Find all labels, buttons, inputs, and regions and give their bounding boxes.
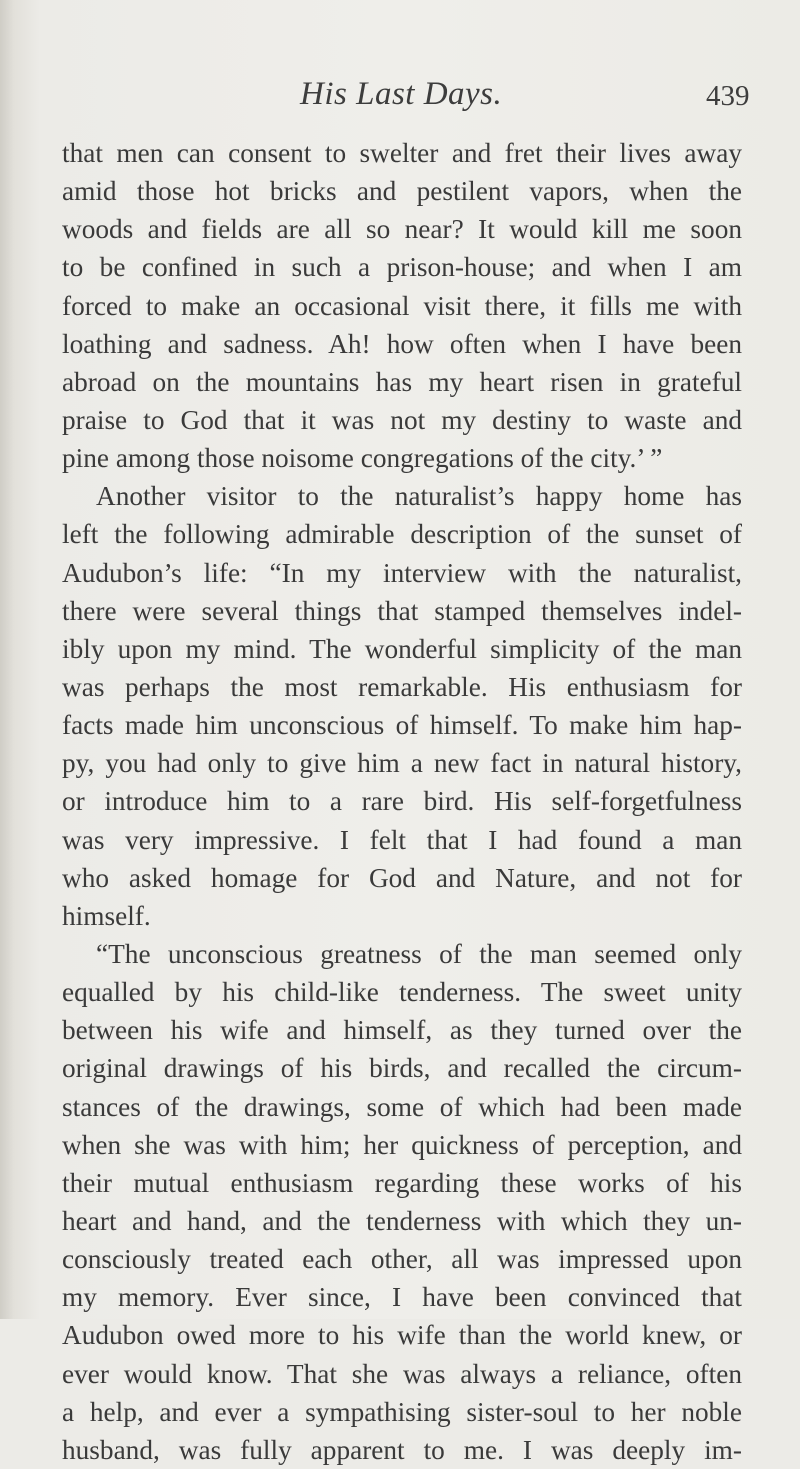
text-line: ibly upon my mind. The wonderful simplicity of the man	[62, 633, 742, 664]
text-line: py, you had only to give him a new fact in natural history,	[62, 748, 742, 779]
text-line: praise to God that it was not my destiny to waste and	[62, 404, 742, 435]
text-line: that men can consent to swelter and fret their lives away	[62, 138, 742, 168]
text-line: husband, was fully apparent to me. I was deeply im-	[62, 1434, 742, 1465]
page-number: 439	[706, 80, 750, 112]
text-line: loathing and sadness. Ah! how often when I have been	[62, 328, 742, 359]
text-line: was perhaps the most remarkable. His enthusiasm for	[62, 671, 742, 702]
text-line: ever would know. That she was always a reliance, often	[62, 1358, 742, 1389]
text-line: “The unconscious greatness of the man seemed only	[96, 938, 742, 969]
text-line: Audubon owed more to his wife than the world knew, or	[62, 1320, 742, 1351]
text-line: Audubon’s life: “In my interview with the naturalist,	[62, 557, 742, 588]
text-line: Another visitor to the naturalist’s happy home has	[96, 481, 742, 512]
text-line: left the following admirable description of the sunset of	[62, 519, 742, 550]
text-line: consciously treated each other, all was impressed upon	[62, 1244, 742, 1275]
text-line: equalled by his child-like tenderness. The sweet unity	[62, 977, 742, 1008]
text-line: woods and fields are all so near? It would kill me soon	[62, 214, 742, 245]
body-text	[62, 134, 742, 1469]
text-line: my memory. Ever since, I have been convinced that	[62, 1282, 742, 1313]
text-line: stances of the drawings, some of which had been made	[62, 1091, 742, 1122]
text-line: or introduce him to a rare bird. His self-forgetfulness	[62, 786, 742, 817]
text-line: when she was with him; her quickness of perception, and	[62, 1129, 742, 1160]
text-line: was very impressive. I felt that I had found a man	[62, 824, 742, 855]
running-title: His Last Days.	[300, 76, 503, 112]
text-line: himself.	[62, 900, 151, 931]
text-line: heart and hand, and the tenderness with which they un-	[62, 1205, 742, 1236]
text-line: their mutual enthusiasm regarding these works of his	[62, 1167, 742, 1198]
text-line: to be confined in such a prison-house; and when I am	[62, 252, 742, 283]
text-line: between his wife and himself, as they turned over the	[62, 1015, 742, 1046]
text-line: pine among those noisome congregations of the city.’ ”	[62, 443, 663, 474]
text-line: amid those hot bricks and pestilent vapors, when the	[62, 176, 742, 207]
text-line: original drawings of his birds, and recalled the circum-	[62, 1053, 742, 1084]
text-line: a help, and ever a sympathising sister-soul to her noble	[62, 1396, 742, 1427]
text-line: abroad on the mountains has my heart risen in grateful	[62, 366, 742, 397]
text-line: forced to make an occasional visit there, it fills me with	[62, 290, 742, 321]
text-line: there were several things that stamped themselves indel-	[62, 595, 742, 626]
text-line: who asked homage for God and Nature, and not for	[62, 862, 742, 893]
text-line: facts made him unconscious of himself. To make him hap-	[62, 710, 742, 741]
